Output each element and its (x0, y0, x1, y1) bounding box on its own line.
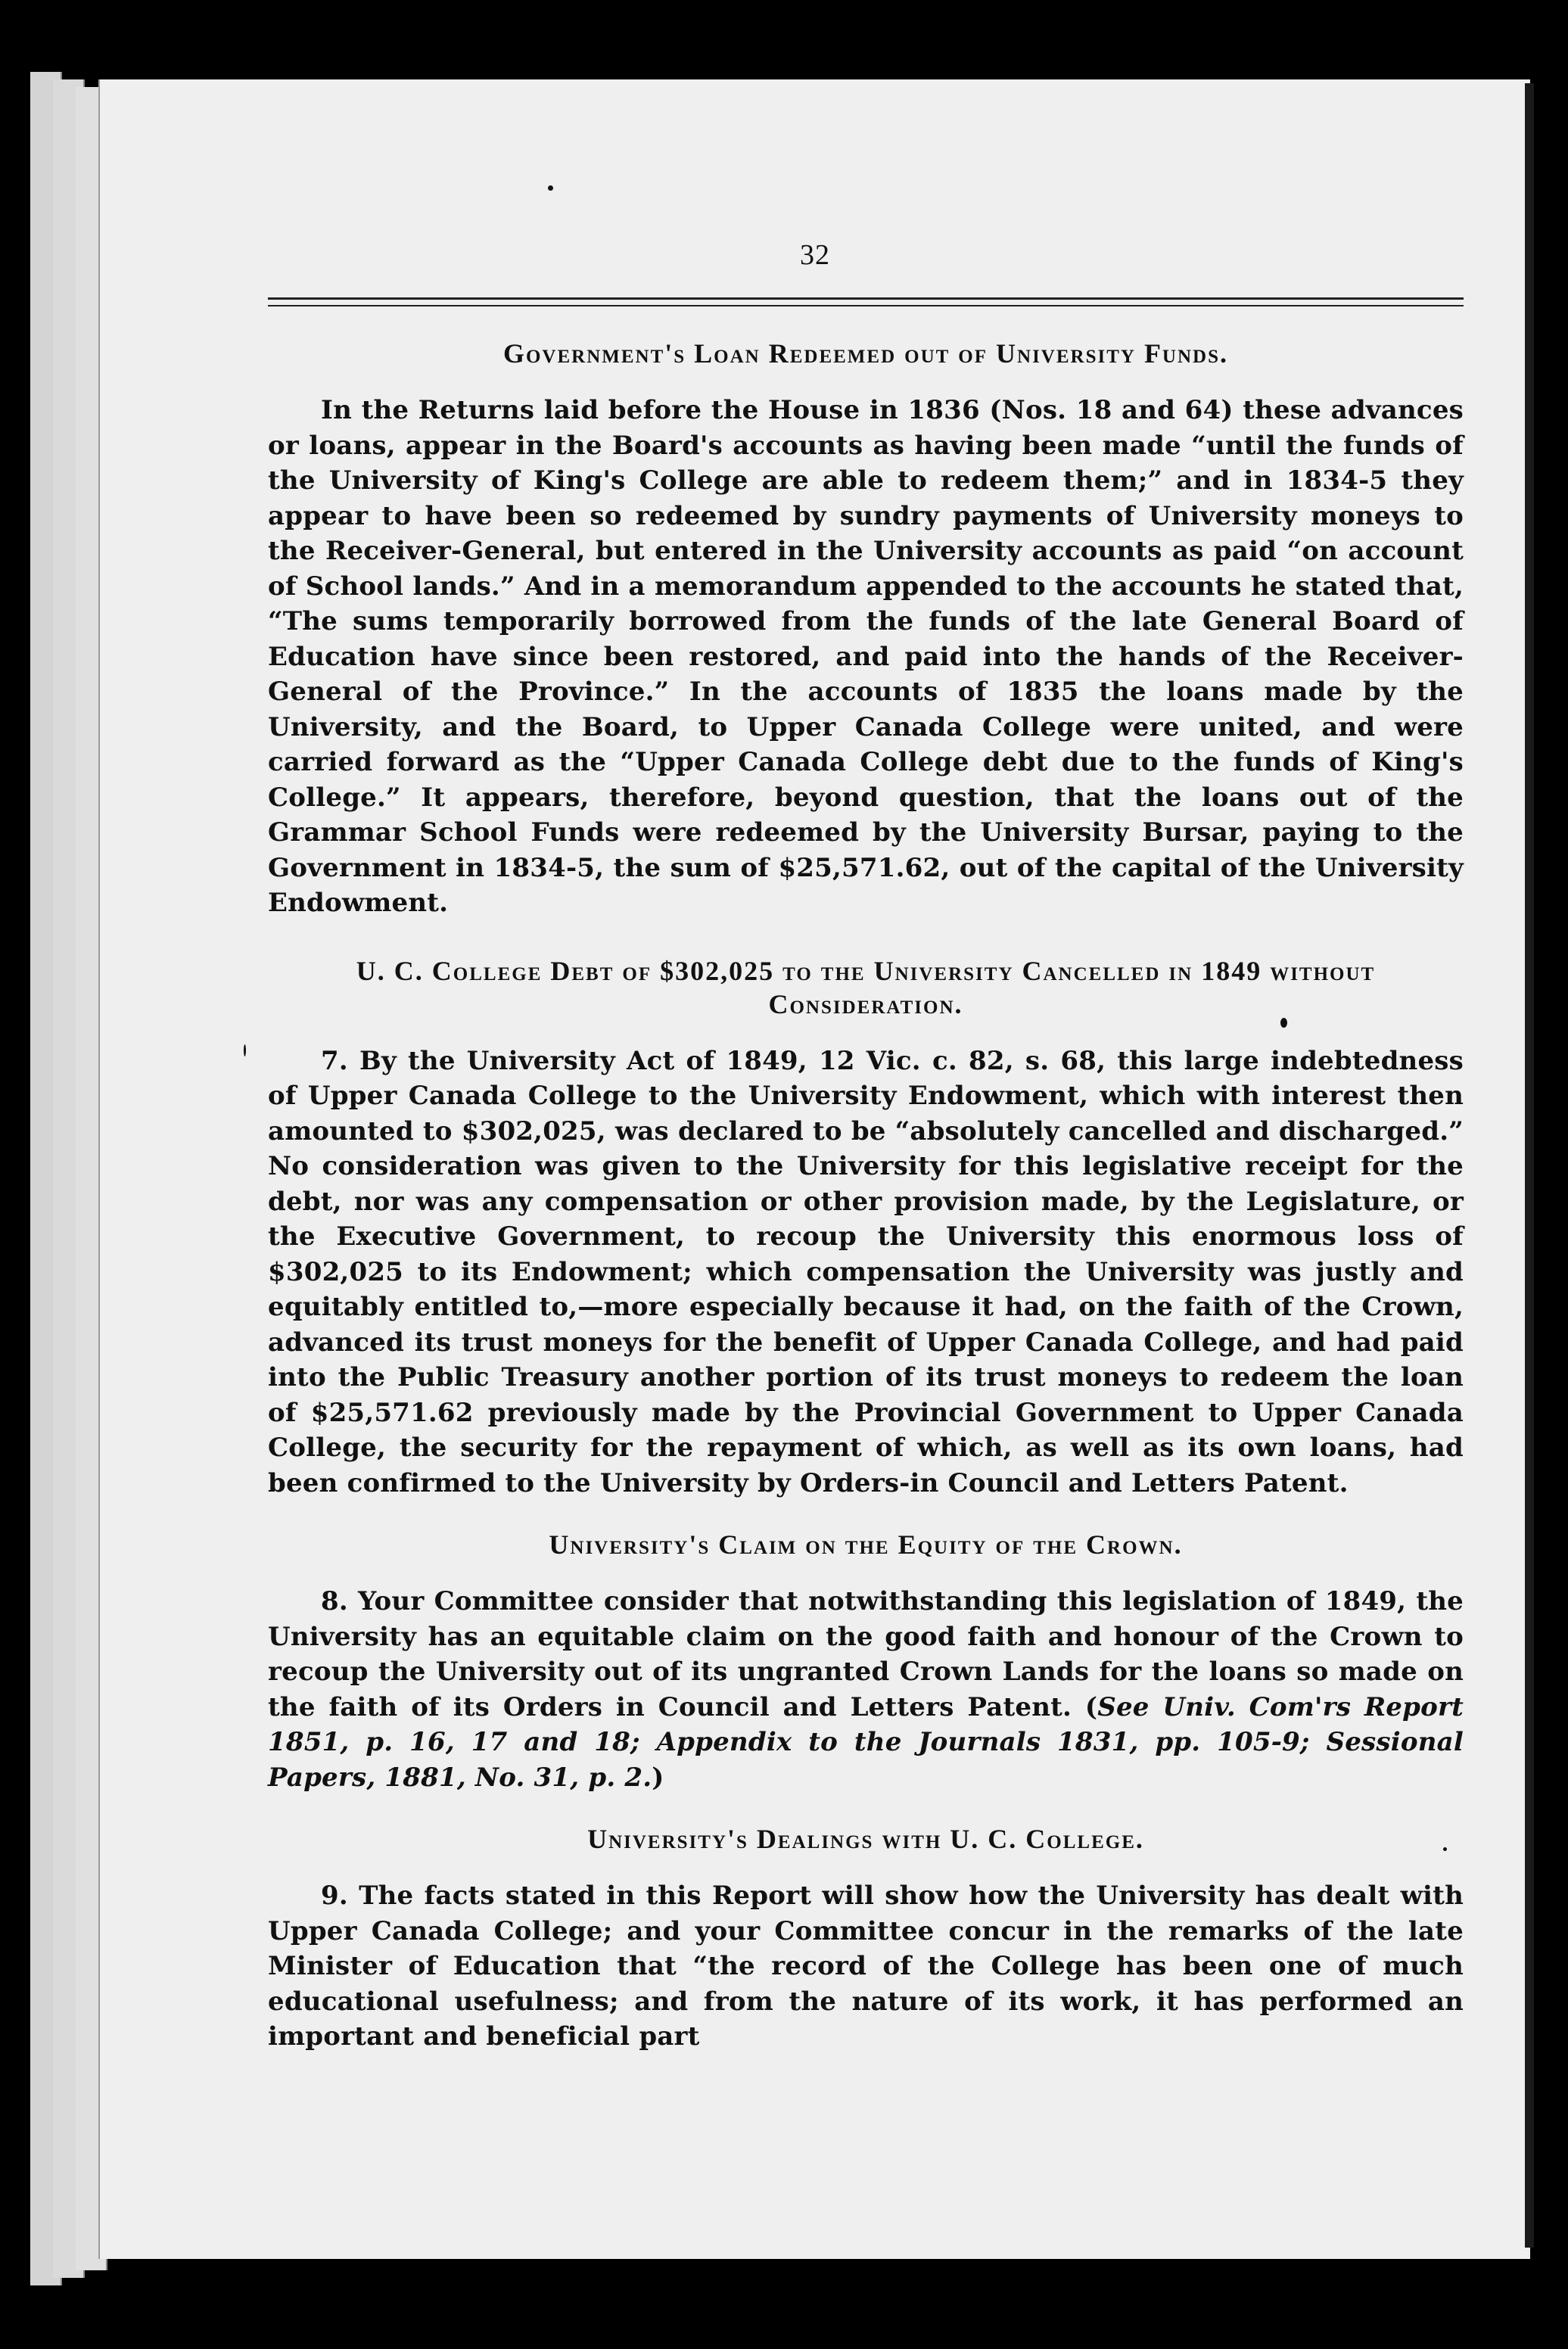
page-number: 32 (800, 239, 830, 271)
dust-speck (1443, 1847, 1447, 1851)
header-rule (268, 297, 1464, 300)
dust-speck (244, 1044, 246, 1056)
citation-close-paren: ) (652, 1762, 664, 1793)
header-rule (268, 305, 1464, 306)
page-content (268, 337, 1464, 2055)
section-heading: U. C. College Debt of $302,025 to the University Cancelled in 1849 without Consideration. (356, 955, 1376, 1019)
section-paragraph: 8. Your Committee consider that notwithstanding this legislation of 1849, the University has an equitable claim on the good faith and honour of the Crown to recoup the University out of its ungranted Crown Lands for the loans so made on the faith of its Orders in Council and Letters Patent. (268, 1586, 1464, 1722)
section-heading: University's Claim on the Equity of the Crown. (549, 1529, 1183, 1560)
citation-open-paren: ( (1084, 1691, 1098, 1722)
section-paragraph: 9. The facts stated in this Report will show how the University has dealt with Upper Canada College; and your Committee concur in the remarks of the late Minister of Education that “the record of the College has been one of much educational usefulness; and from the nature of its work, it has performed an important and beneficial part (268, 1881, 1464, 2052)
dust-speck (548, 185, 553, 191)
document-page (98, 79, 1530, 2259)
citation: See Univ. Com'rs Report 1851, p. 16, 17 and 18; Appendix to the Journals 1831, pp. 105-9; Sessional Papers, 1881, No. 31, p. 2. (268, 1691, 1464, 1793)
dust-speck (1280, 1018, 1287, 1028)
page-edge (1525, 83, 1534, 2248)
section-heading: University's Dealings with U. C. College. (587, 1824, 1144, 1854)
section-paragraph: In the Returns laid before the House in 1836 (Nos. 18 and 64) these advances or loans, appear in the Board's accounts as having been made “until the funds of the University of King's College are able to redeem them;” and in 1834-5 they appear to have been so redeemed by sundry payments of University moneys to the Receiver-General, but entered in the University accounts as paid “on account of School lands.” And in a memorandum appended to the accounts he stated that, “The sums temporarily borrowed from the funds of the late General Board of Education have since been restored, and paid into the hands of the Receiver-General of the Province.” In the accounts of 1835 the loans made by the University, and the Board, to Upper Canada College were united, and were carried forward as the “Upper Canada College debt due to the funds of King's College.” It appears, therefore, beyond question, that the loans out of the Grammar School Funds were redeemed by the University Bursar, paying to the Government in 1834-5, the sum of $25,571.62, out of the capital of the University Endowment. (268, 395, 1464, 918)
section-paragraph: 7. By the University Act of 1849, 12 Vic. c. 82, s. 68, this large indebtedness of Upper Canada College to the University Endowment, which with interest then amounted to $302,025, was declared to be “absolutely cancelled and discharged.” No consideration was given to the University for this legislative receipt for the debt, nor was any compensation or other provision made, by the Legislature, or the Executive Government, to recoup the University this enormous loss of $302,025 to its Endowment; which compensation the University was justly and equitably entitled to,—more especially because it had, on the faith of the Crown, advanced its trust moneys for the benefit of Upper Canada College, and had paid into the Public Treasury another portion of its trust moneys to redeem the loan of $25,571.62 previously made by the Provincial Government to Upper Canada College, the security for the repayment of which, as well as its own loans, had been confirmed to the University by Orders-in Council and Letters Patent. (268, 1045, 1464, 1498)
section-heading: Government's Loan Redeemed out of University Funds. (502, 338, 1229, 369)
section-paragraph-with-citation (268, 1584, 1464, 1795)
